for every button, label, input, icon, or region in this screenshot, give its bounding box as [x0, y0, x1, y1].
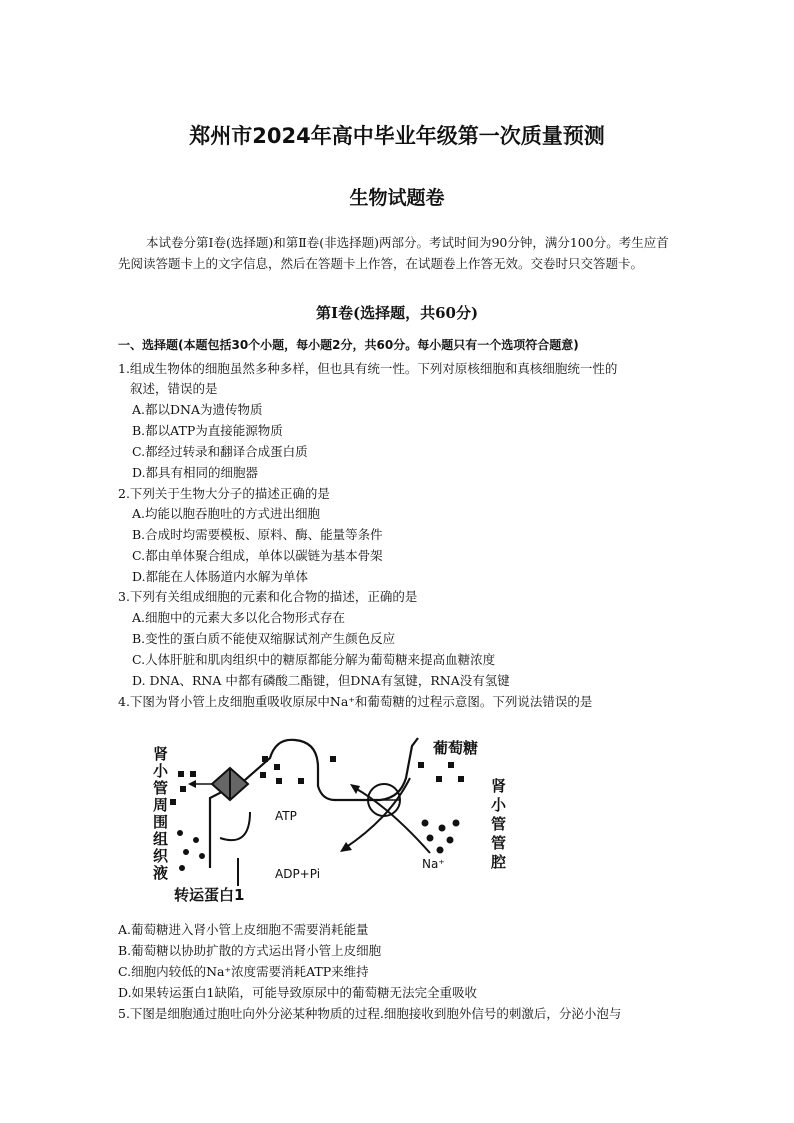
exam-instructions: 本试卷分第Ⅰ卷(选择题)和第Ⅱ卷(非选择题)两部分。考试时间为90分钟，满分100分。考生应首先阅读答题卡上的文字信息，然后在答题卡上作答，在试题卷上作答无效。交卷时只交答题卡。 — [118, 235, 669, 271]
part-heading: 一、选择题(本题包括30个小题，每小题2分，共60分。每小题只有一个选项符合题意) — [118, 338, 579, 352]
question-1-option-c: C.都经过转录和翻译合成蛋白质 — [132, 444, 308, 459]
exam-subtitle: 生物试题卷 — [349, 187, 445, 209]
question-2-option-b: B.合成时均需要模板、原料、酶、能量等条件 — [132, 527, 383, 542]
glucose-label: 葡萄糖 — [433, 739, 479, 757]
question-2-option-d: D.都能在人体肠道内水解为单体 — [132, 569, 309, 584]
question-4-option-a: A.葡萄糖进入肾小管上皮细胞不需要消耗能量 — [118, 922, 369, 937]
question-3-option-b: B.变性的蛋白质不能使双缩脲试剂产生颜色反应 — [132, 631, 396, 646]
question-3-option-c: C.人体肝脏和肌肉组织中的糖原都能分解为葡萄糖来提高血糖浓度 — [132, 652, 496, 667]
question-1-option-a: A.都以DNA为遗传物质 — [132, 402, 263, 417]
question-3-stem: 3.下列有关组成细胞的元素和化合物的描述，正确的是 — [118, 589, 418, 604]
question-4-option-b: B.葡萄糖以协助扩散的方式运出肾小管上皮细胞 — [118, 943, 382, 958]
tissue-fluid-label — [151, 745, 169, 882]
sodium-ions-icon — [177, 820, 460, 872]
cell-membrane — [210, 738, 418, 868]
atp-label: ATP — [275, 809, 297, 823]
question-4-option-d: D.如果转运蛋白1缺陷，可能导致原尿中的葡萄糖无法完全重吸收 — [118, 985, 478, 1000]
na-label: Na⁺ — [422, 857, 445, 871]
question-2-option-c: C.都由单体聚合组成，单体以碳链为基本骨架 — [132, 548, 383, 563]
question-3-option-d: D. DNA、RNA 中都有磷酸二酯键，但DNA有氢键，RNA没有氢键 — [132, 673, 510, 688]
question-1-option-b: B.都以ATP为直接能源物质 — [132, 423, 283, 438]
question-3-option-a: A.细胞中的元素大多以化合物形式存在 — [132, 610, 346, 625]
atp-arrow-icon — [220, 812, 250, 840]
exam-title: 郑州市2024年高中毕业年级第一次质量预测 — [189, 124, 605, 148]
question-4-stem: 4.下图为肾小管上皮细胞重吸收原尿中Na⁺和葡萄糖的过程示意图。下列说法错误的是 — [118, 694, 593, 709]
svg-text:肾小管周围组织液: 肾小管周围组织液 — [151, 746, 169, 882]
tubule-lumen-label — [489, 777, 507, 873]
question-2-option-a: A.均能以胞吞胞吐的方式进出细胞 — [132, 506, 321, 521]
arrowhead-icon — [350, 784, 360, 794]
question-2-stem: 2.下列关于生物大分子的描述正确的是 — [118, 486, 330, 501]
section-title: 第Ⅰ卷(选择题，共60分) — [315, 304, 479, 322]
adp-label: ADP+Pi — [275, 867, 321, 881]
svg-text:肾小管管腔: 肾小管管腔 — [489, 778, 507, 873]
transport-protein-1-icon — [188, 768, 248, 800]
question-5-stem: 5.下图是细胞通过胞吐向外分泌某种物质的过程.细胞接收到胞外信号的刺激后，分泌小泡与 — [118, 1006, 622, 1021]
question-1-stem: 1.组成生物体的细胞虽然多种多样，但也具有统一性。下列对原核细胞和真核细胞统一性的 — [118, 361, 618, 376]
transport-protein-label: 转运蛋白1 — [174, 886, 245, 904]
na-arrow-icon — [355, 788, 430, 853]
question-1-option-d: D.都具有相同的细胞器 — [132, 465, 259, 480]
question-1-stem-cont: 叙述，错误的是 — [130, 381, 218, 396]
kidney-tubule-diagram — [150, 728, 520, 908]
question-4-option-c: C.细胞内较低的Na⁺浓度需要消耗ATP来维持 — [118, 964, 369, 979]
